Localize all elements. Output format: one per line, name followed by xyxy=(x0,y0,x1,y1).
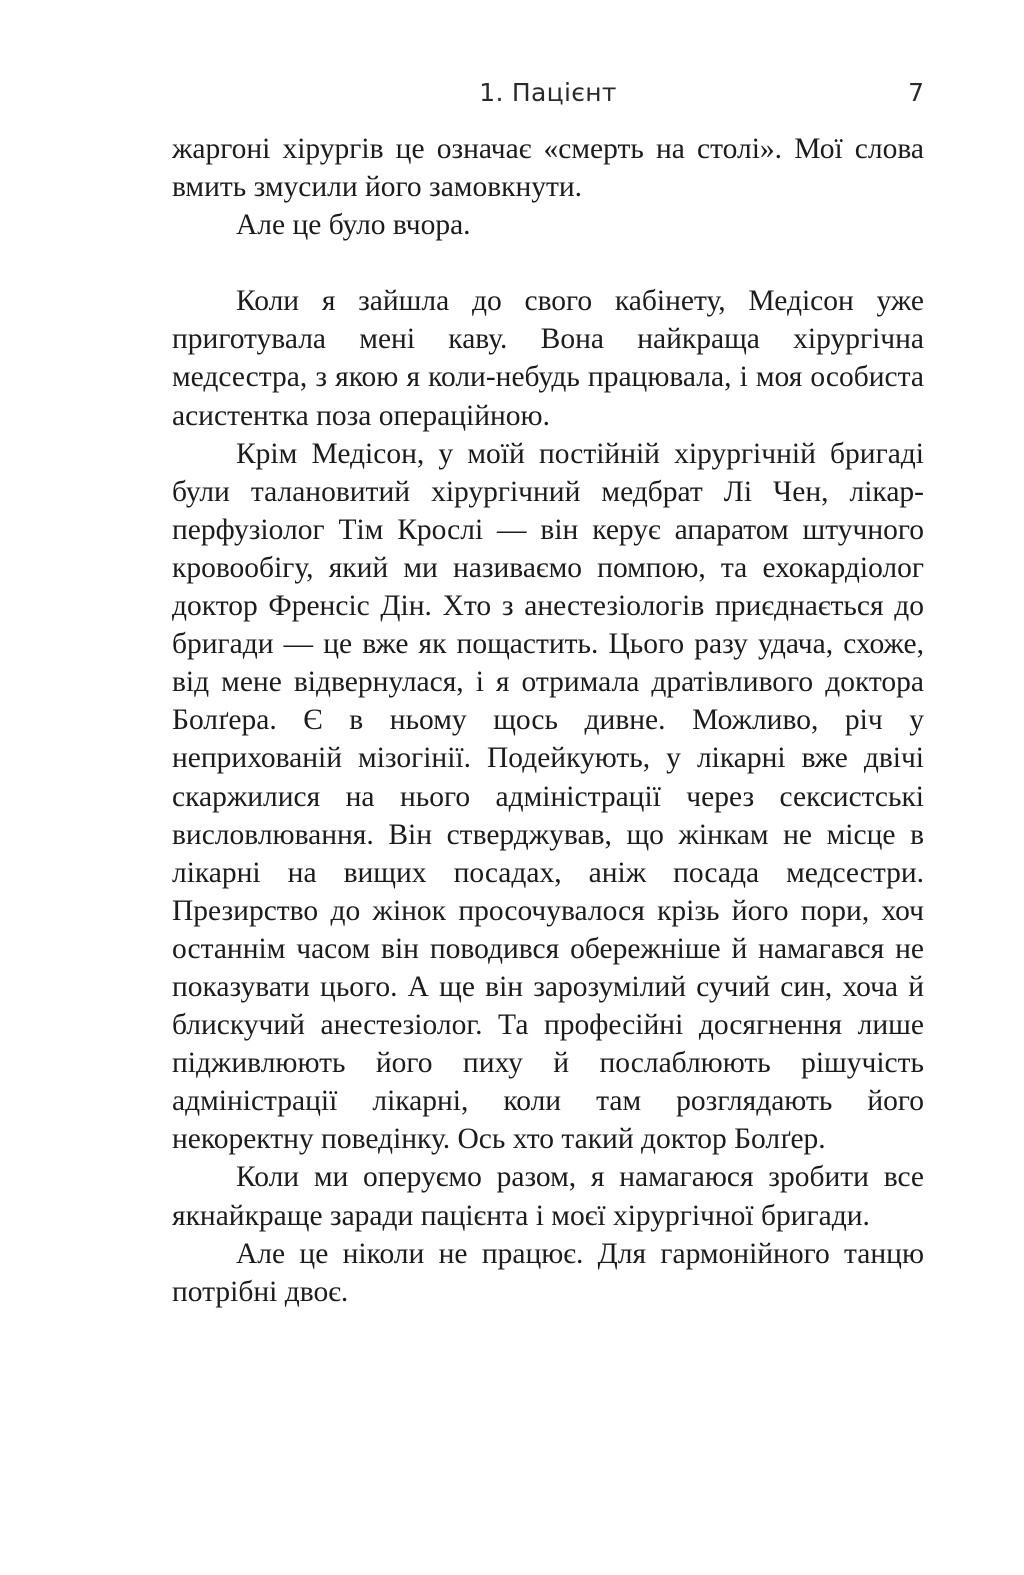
chapter-title: 1. Пацієнт xyxy=(479,78,617,107)
paragraph: Коли я зайшла до свого кабінету, Медісон уже приготувала мені каву. Вона найкраща хірургічна медсестра, з якою я коли-небудь працювала, і моя особиста асистентка поза операційною. xyxy=(172,285,924,432)
running-head xyxy=(172,78,924,114)
paragraph: Коли ми оперуємо разом, я намагаюся зробити все якнайкраще заради пацієнта і моєї хірургічної бригади. xyxy=(172,1161,924,1232)
paragraph: Але це було вчора. xyxy=(236,209,471,242)
paragraph: Крім Медісон, у моїй постійній хірургічній бригаді були талановитий хірургічний медбрат Лі Чен, лікар-перфузіолог Тім Крослі — він керує апаратом штучного кровообігу, який ми називаємо помпою, та ехокардіолог доктор Френсіс Дін. Хто з анестезіологів приєднається до бригади — це вже як пощастить. Цього разу удача, схоже, від мене відвернулася, і я отримала дратівливого доктора Болґера. Є в ньому щось дивне. Можливо, річ у неприхованій мізогінії. Подейкують, у лікарні вже двічі скаржилися на нього адміністрації через сексистські висловлювання. Він стверджував, що жінкам не місце в лікарні на вищих посадах, аніж посада медсестри. Презирство до жінок просочувалося крізь його пори, хоч останнім часом він поводився обережніше й намагався не показувати цього. А ще він зарозумілий сучий син, хоча й блискучий анестезіолог. Та професійні досягнення лише підживлюють його пиху й послаблюють рішучість адміністрації лікарні, коли там розглядають його некоректну поведінку. Ось хто такий доктор Болґер. xyxy=(172,437,924,1156)
page-number: 7 xyxy=(908,78,924,107)
paragraph: жаргоні хірургів це означає «смерть на столі». Мої слова вмить змусили його замовкнути. xyxy=(172,133,924,204)
paragraph: Але це ніколи не працює. Для гармонійного танцю потрібні двоє. xyxy=(172,1237,924,1308)
body-text xyxy=(172,130,924,1311)
